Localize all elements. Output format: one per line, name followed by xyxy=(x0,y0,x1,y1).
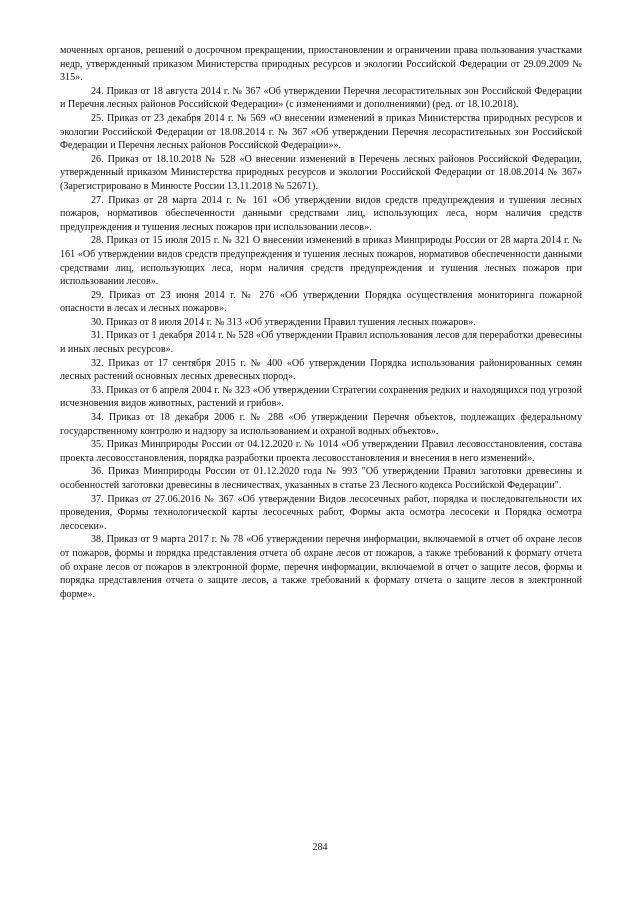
list-item-28: 28. Приказ от 15 июля 2015 г. № 321 О внесении изменений в приказ Минприроды России от 28 марта 2014 г. № 161 «Об утверждении видов средств предупреждения и тушения лесных пожаров, нормативов обеспеченности данными средствами лиц, использующих леса, норм наличия средств предупреждения и тушения лесных пожаров при использовании лесов». xyxy=(60,235,582,288)
list-item-31: 31. Приказ от 1 декабря 2014 г. № 528 «Об утверждении Правил использования лесов для переработки древесины и иных лесных ресурсов». xyxy=(60,330,582,356)
list-item-38: 38. Приказ от 9 марта 2017 г. № 78 «Об утверждении перечня информации, включаемой в отчет об охране лесов от пожаров, формы и порядка представления отчета об охране лесов от пожаров, а также требований к формату отчета об охране лесов от пожаров в электронной форме, перечня информации, включаемой в отчет о защите лесов, формы и порядка представления отчета о защите лесов, а также требований к формату отчета о защите лесов в электронной форме». xyxy=(60,534,582,600)
list-item-30: 30. Приказ от 8 июля 2014 г. № 313 «Об утверждении Правил тушения лесных пожаров». xyxy=(91,316,476,328)
list-item-35: 35. Приказ Минприроды России от 04.12.2020 г. № 1014 «Об утверждении Правил лесовосстановления, состава проекта лесовосстановления, порядка разработки проекта лесовосстановления и внесения в него изменений». xyxy=(60,439,582,464)
continuation-paragraph: моченных органов, решений о досрочном прекращении, приостановлении и ограничении права пользования участками недр, утвержденный приказом Министерства природных ресурсов и экологии Российской Федерации от 29.09.2009 № 315». xyxy=(60,45,582,84)
list-item-34: 34. Приказ от 18 декабря 2006 г. № 288 «Об утверждении Перечня объектов, подлежащих федеральному государственному контролю и надзору за использованием и охраной водных объектов». xyxy=(60,412,582,437)
list-item-25: 25. Приказ от 23 декабря 2014 г. № 569 «О внесении изменений в приказ Министерства природных ресурсов и экологии Российской Федерации от 18.08.2014 г. № 367 «Об утверждении Перечня лесорастительных зон Российской Федерации и Перечня лесных районов Российской Федерации»». xyxy=(60,112,582,152)
list-item-24: 24. Приказ от 18 августа 2014 г. № 367 «Об утверждении Перечня лесорастительных зон Российской Федерации и Перечня лесных районов Российской Федерации» (с изменениями и дополнениями) (ред. от 18.10.2018). xyxy=(60,85,582,111)
list-item-32: 32. Приказ от 17 сентября 2015 г. № 400 «Об утверждении Порядка использования районированных семян лесных растений основных лесных древесных пород». xyxy=(60,357,582,383)
document-body xyxy=(60,44,582,601)
list-item-33: 33. Приказ от 6 апреля 2004 г. № 323 «Об утверждении Стратегии сохранения редких и находящихся под угрозой исчезновения видов животных, растений и грибов». xyxy=(60,384,582,410)
list-item-27: 27. Приказ от 28 марта 2014 г. № 161 «Об утверждении видов средств предупреждения и тушения лесных пожаров, нормативов обеспеченности данными средствами лиц, использующих леса, норм наличия средств предупреждения и тушения лесных пожаров при использовании лесов». xyxy=(60,194,582,233)
list-item-26: 26. Приказ от 18.10.2018 № 528 «О внесении изменений в Перечень лесных районов Российской Федерации, утвержденный приказом Министерства природных ресурсов и экологии Российской Федерации от 18.08.2014 № 367» (Зарегистрировано в Минюсте России 13.11.2018 № 52671). xyxy=(60,153,582,192)
list-item-37: 37. Приказ от 27.06.2016 № 367 «Об утверждении Видов лесосечных работ, порядка и последовательности их проведения, Формы технологической карты лесосечных работ, Формы акта осмотра лесосеки и Порядка осмотра лесосеки». xyxy=(60,493,582,532)
list-item-29: 29. Приказ от 23 июня 2014 г. № 276 «Об утверждении Порядка осуществления мониторинга пожарной опасности в лесах и лесных пожаров». xyxy=(60,289,582,315)
list-item-36: 36. Приказ Минприроды России от 01.12.2020 года № 993 "Об утверждении Правил заготовки древесины и особенностей заготовки древесины в лесничествах, указанных в статье 23 Лесного кодекса Российской Федерации". xyxy=(60,466,582,491)
page-number: 284 xyxy=(312,842,328,853)
